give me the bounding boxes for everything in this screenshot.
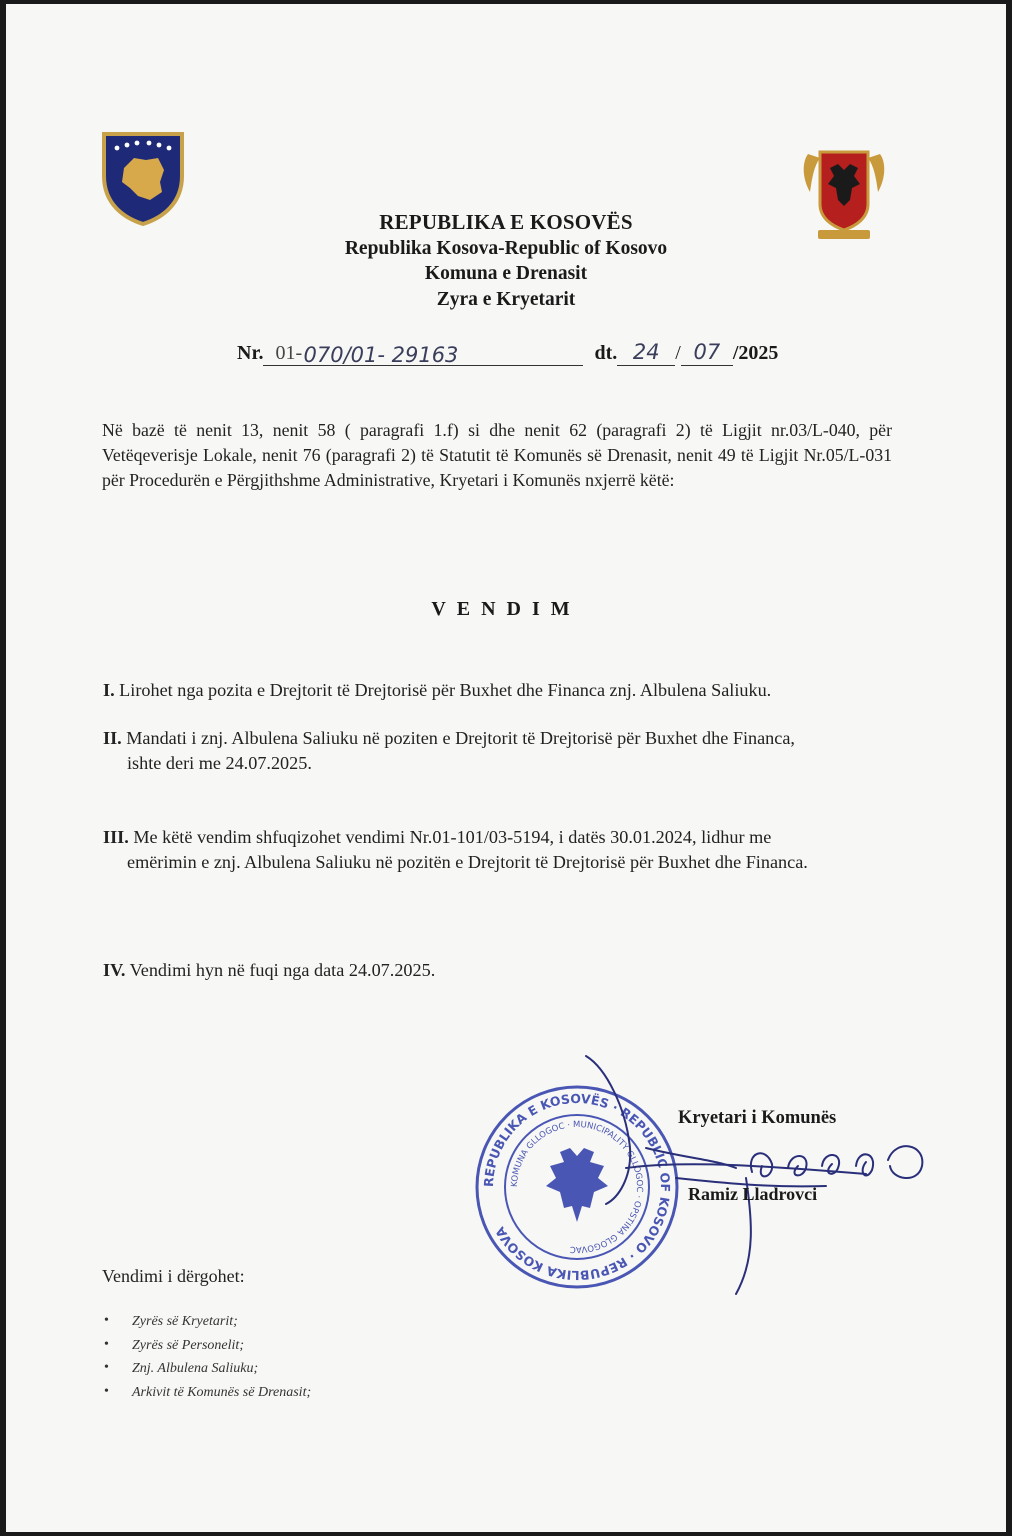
decision-title: VENDIM	[431, 598, 581, 620]
decision-item-1	[103, 678, 893, 703]
signatory-title: Kryetari i Komunës	[678, 1108, 837, 1128]
nr-prefix: 01-	[275, 342, 303, 364]
header-municipality: Komuna e Drenasit	[424, 263, 588, 284]
recipient-item: • Zyrës së Personelit;	[104, 1338, 311, 1362]
item-number: IV.	[103, 960, 126, 980]
item-text: Vendimi hyn në fuqi nga data 24.07.2025.	[129, 960, 436, 980]
item-text: Mandati i znj. Albulena Saliuku në poziten e Drejtorit të Drejtorisë për Buxhet dhe Financa,	[126, 728, 795, 748]
signatory-name: Ramiz Lladrovci	[688, 1184, 818, 1204]
decision-item-4	[103, 958, 893, 983]
recipient-item: • Znj. Albulena Saliuku;	[104, 1361, 311, 1385]
item-number: III.	[103, 827, 129, 847]
intro-paragraph: Në bazë të nenit 13, nenit 58 ( paragrafi 1.f) si dhe nenit 62 (paragrafi 2) të Ligjit nr.03/L-040, për Vetëqeverisje Lokale, nenit 76 (paragrafi 2) të Statutit të Komunës së Drenasit, nenit 49 të Ligjit Nr.05/L-031 për Procedurën e Përgjithshme Administrative, Kryetari i Komunës nxjerrë këtë:	[102, 420, 892, 490]
recipient-item: • Zyrës së Kryetarit;	[104, 1314, 311, 1338]
date-day: 24	[632, 340, 660, 364]
recipients-list	[104, 1314, 311, 1408]
dt-label: dt.	[594, 342, 618, 364]
header-office: Zyra e Kryetarit	[436, 289, 576, 310]
signature-scribble-icon	[566, 1048, 946, 1298]
item-text: Me këtë vendim shfuqizohet vendimi Nr.01-101/03-5194, i datës 30.01.2024, lidhur me	[133, 827, 772, 847]
item-number: I.	[103, 680, 115, 700]
date-year: /2025	[732, 342, 779, 364]
reference-line: Nr. 01- 070/01- 29163 dt. 24 / 07 /2025	[237, 340, 779, 367]
item-text-continued: ishte deri me 24.07.2025.	[127, 753, 312, 773]
stamp-ring-text: REPUBLIKA E KOSOVËS · REPUBLIC OF KOSOVO · REPUBLIKA KOSOVA	[480, 1090, 674, 1284]
stamp-inner-text: KOMUNA GLLOGOC · MUNICIPALITY GLLOGOC · OPSTINA GLOGOVAC	[509, 1119, 645, 1255]
decision-item-3	[103, 825, 893, 875]
header-republic-multilingual: Republika Kosova-Republic of Kosovo	[344, 238, 668, 259]
recipients-title: Vendimi i dërgohet:	[102, 1266, 245, 1286]
date-month: 07	[693, 340, 721, 364]
document-page	[6, 4, 1006, 1532]
decision-item-2	[103, 726, 893, 776]
nr-handwritten: 070/01- 29163	[303, 343, 459, 367]
header-republic: REPUBLIKA E KOSOVËS	[379, 210, 633, 234]
item-text: Lirohet nga pozita e Drejtorit të Drejtorisë për Buxhet dhe Financa znj. Albulena Saliuku.	[119, 680, 772, 700]
recipient-item: • Arkivit të Komunës së Drenasit;	[104, 1385, 311, 1409]
item-number: II.	[103, 728, 122, 748]
item-text-continued: emërimin e znj. Albulena Saliuku në pozitën e Drejtorit të Drejtorisë për Buxhet dhe Financa.	[127, 852, 808, 872]
nr-label: Nr.	[237, 342, 264, 364]
